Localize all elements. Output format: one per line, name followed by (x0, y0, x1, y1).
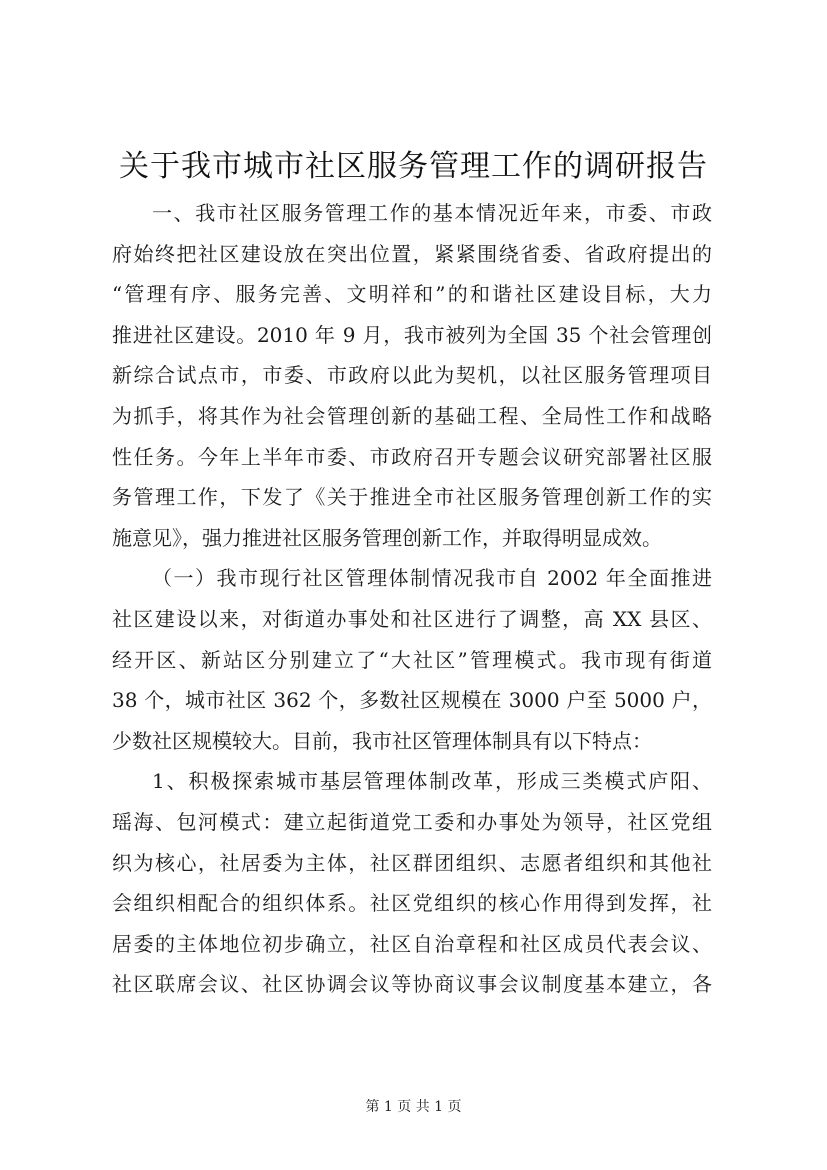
paragraph-line: “管理有序、服务完善、文明祥和”的和谐社区建设目标，大力 (112, 282, 712, 307)
paragraph-line: 瑶海、包河模式：建立起街道党工委和办事处为领导，社区党组 (112, 809, 712, 834)
paragraph-line: 1、积极探索城市基层管理体制改革，形成三类模式庐阳、 (152, 769, 712, 794)
page-title: 关于我市城市社区服务管理工作的调研报告 (119, 149, 708, 184)
paragraph-line: 为抓手，将其作为社会管理创新的基础工程、全局性工作和战略 (112, 403, 712, 428)
paragraph-line: （一）我市现行社区管理体制情况我市自 2002 年全面推进 (152, 566, 712, 591)
paragraph-line: 性任务。今年上半年市委、市政府召开专题会议研究部署社区服 (112, 444, 712, 469)
paragraph-line: 新综合试点市，市委、市政府以此为契机，以社区服务管理项目 (112, 363, 712, 388)
paragraph-line: 一、我市社区服务管理工作的基本情况近年来，市委、市政 (152, 201, 712, 225)
paragraph-line: 少数社区规模较大。目前，我市社区管理体制具有以下特点： (112, 728, 652, 753)
paragraph-line: 府始终把社区建设放在突出位置，紧紧围绕省委、省政府提出的 (112, 241, 712, 266)
paragraph-line: 会组织相配合的组织体系。社区党组织的核心作用得到发挥，社 (112, 891, 712, 916)
paragraph-line: 38 个，城市社区 362 个，多数社区规模在 3000 户至 5000 户， (112, 688, 712, 713)
paragraph-line: 经开区、新站区分别建立了“大社区”管理模式。我市现有街道 (112, 647, 712, 672)
paragraph-line: 推进社区建设。2010 年 9 月，我市被列为全国 35 个社会管理创 (112, 322, 712, 347)
paragraph-line: 施意见》，强力推进社区服务管理创新工作，并取得明显成效。 (112, 525, 662, 550)
paragraph-line: 务管理工作，下发了《关于推进全市社区服务管理创新工作的实 (112, 485, 712, 510)
page-number: 第 1 页 共 1 页 (365, 1099, 462, 1115)
paragraph-line: 社区建设以来，对街道办事处和社区进行了调整，高 XX 县区、 (112, 606, 712, 631)
paragraph-line: 社区联席会议、社区协调会议等协商议事会议制度基本建立，各 (112, 972, 712, 997)
paragraph-line: 织为核心，社居委为主体，社区群团组织、志愿者组织和其他社 (112, 850, 712, 875)
paragraph-line: 居委的主体地位初步确立，社区自治章程和社区成员代表会议、 (112, 931, 712, 956)
document-body (112, 193, 712, 1005)
